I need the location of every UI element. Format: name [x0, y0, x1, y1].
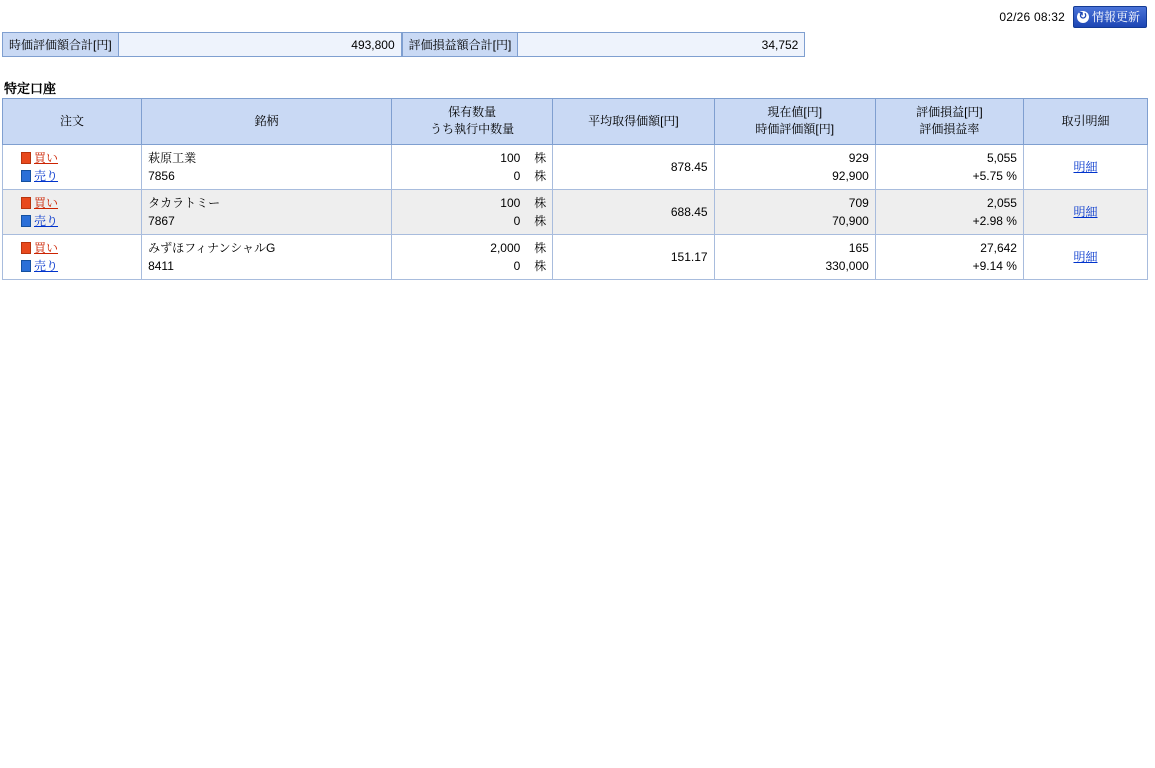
- stock-name: 萩原工業: [148, 150, 197, 165]
- stock-code: 7856: [148, 168, 175, 183]
- profit-total: 34,752: [518, 32, 805, 57]
- header-quantity-line2: うち執行中数量: [430, 122, 515, 137]
- quantity-cell: [392, 144, 553, 189]
- profit-loss-rate: +9.14 %: [972, 258, 1017, 273]
- table-row: [3, 189, 1148, 234]
- sell-order-link[interactable]: [21, 167, 135, 185]
- table-row: [3, 144, 1148, 189]
- detail-link[interactable]: 明細: [1073, 249, 1098, 264]
- current-price: 709: [848, 195, 869, 210]
- timestamp: 02/26 08:32: [999, 10, 1065, 24]
- profit-loss-amount: 27,642: [980, 240, 1017, 255]
- table-row: [3, 234, 1148, 279]
- current-price-cell: [714, 189, 875, 234]
- market-value: 330,000: [825, 258, 869, 273]
- current-price-cell: [714, 234, 875, 279]
- buy-order-link[interactable]: [21, 194, 135, 212]
- current-price: 929: [848, 150, 869, 165]
- detail-link[interactable]: 明細: [1073, 159, 1098, 174]
- market-value-total: 493,800: [119, 32, 402, 57]
- header-average-price: 平均取得価額[円]: [553, 99, 714, 145]
- profit-loss-cell: [875, 234, 1023, 279]
- sell-marker-icon: [21, 260, 31, 272]
- header-current-price-line1: 現在値[円]: [767, 105, 823, 119]
- holdings-table: [2, 98, 1148, 280]
- quantity-held: 100 株: [500, 195, 547, 210]
- quantity-executing: 0 株: [513, 168, 547, 183]
- current-price: 165: [848, 240, 869, 255]
- header-profit-loss: [875, 99, 1023, 145]
- order-cell: [3, 189, 142, 234]
- header-current-price: [714, 99, 875, 145]
- stock-code: 8411: [148, 258, 174, 273]
- quantity-held: 2,000 株: [490, 240, 547, 255]
- buy-marker-icon: [21, 242, 31, 254]
- stock-name: みずほフィナンシャルG: [148, 240, 276, 255]
- holdings-table-body: [3, 144, 1148, 279]
- quantity-executing: 0 株: [513, 213, 547, 228]
- header-name: 銘柄: [142, 99, 392, 145]
- header-order: 注文: [3, 99, 142, 145]
- sell-marker-icon: [21, 215, 31, 227]
- header-detail: 取引明細: [1023, 99, 1147, 145]
- average-price-cell: 878.45: [553, 144, 714, 189]
- buy-marker-icon: [21, 152, 31, 164]
- order-cell: [3, 234, 142, 279]
- header-quantity-line1: 保有数量: [448, 105, 497, 119]
- sell-link-label[interactable]: 売り: [34, 168, 59, 183]
- average-price-cell: 688.45: [553, 189, 714, 234]
- market-value: 92,900: [832, 168, 869, 183]
- profit-loss-rate: +5.75 %: [972, 168, 1017, 183]
- detail-link[interactable]: 明細: [1073, 204, 1098, 219]
- buy-link-label[interactable]: 買い: [34, 240, 59, 255]
- header-current-price-line2: 時価評価額[円]: [755, 122, 835, 137]
- quantity-cell: [392, 189, 553, 234]
- profit-loss-cell: [875, 144, 1023, 189]
- stock-name-cell: [142, 234, 392, 279]
- stock-name-cell: [142, 144, 392, 189]
- detail-cell: [1023, 234, 1147, 279]
- stock-name-cell: [142, 189, 392, 234]
- detail-cell: [1023, 144, 1147, 189]
- market-value-label: 時価評価額合計[円]: [2, 32, 119, 57]
- quantity-cell: [392, 234, 553, 279]
- refresh-button-label: 情報更新: [1091, 10, 1140, 24]
- buy-marker-icon: [21, 197, 31, 209]
- market-value: 70,900: [832, 213, 869, 228]
- header-profit-loss-line2: 評価損益率: [919, 122, 980, 137]
- profit-loss-amount: 2,055: [986, 195, 1017, 210]
- quantity-executing: 0 株: [513, 258, 547, 273]
- refresh-circle-icon: ↻: [1078, 10, 1088, 22]
- buy-link-label[interactable]: 買い: [34, 195, 59, 210]
- buy-link-label[interactable]: 買い: [34, 150, 59, 165]
- header-quantity: [392, 99, 553, 145]
- profit-loss-amount: 5,055: [986, 150, 1017, 165]
- stock-code: 7867: [148, 213, 175, 228]
- refresh-button[interactable]: [1073, 6, 1147, 28]
- summary-bar: [2, 32, 805, 57]
- sell-link-label[interactable]: 売り: [34, 258, 59, 273]
- sell-link-label[interactable]: 売り: [34, 213, 59, 228]
- sell-order-link[interactable]: [21, 257, 135, 275]
- table-header-row: [3, 99, 1148, 145]
- top-bar: [999, 6, 1147, 28]
- holdings-table-wrap: [2, 98, 1148, 280]
- buy-order-link[interactable]: [21, 239, 135, 257]
- quantity-held: 100 株: [500, 150, 547, 165]
- sell-marker-icon: [21, 170, 31, 182]
- profit-label: 評価損益額合計[円]: [402, 32, 519, 57]
- sell-order-link[interactable]: [21, 212, 135, 230]
- section-title: 特定口座: [4, 81, 57, 96]
- current-price-cell: [714, 144, 875, 189]
- order-cell: [3, 144, 142, 189]
- buy-order-link[interactable]: [21, 149, 135, 167]
- profit-loss-rate: +2.98 %: [972, 213, 1017, 228]
- average-price-cell: 151.17: [553, 234, 714, 279]
- header-profit-loss-line1: 評価損益[円]: [916, 105, 983, 119]
- detail-cell: [1023, 189, 1147, 234]
- stock-name: タカラトミー: [148, 195, 221, 210]
- profit-loss-cell: [875, 189, 1023, 234]
